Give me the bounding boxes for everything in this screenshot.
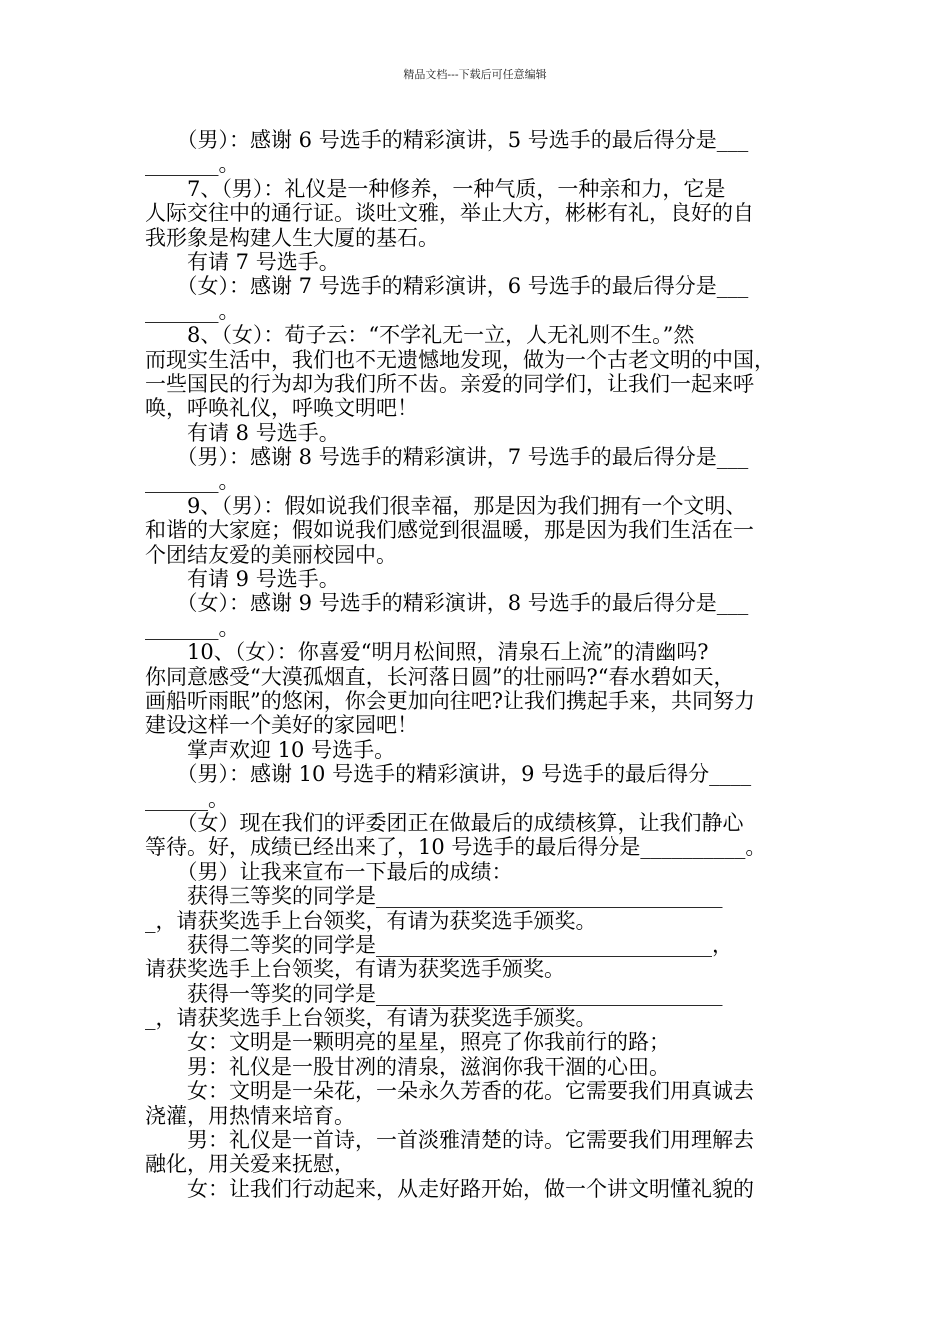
page-header: 精品文档---下载后可任意编辑 xyxy=(403,68,547,81)
text-line: 获得二等奖的同学是________________________________， xyxy=(145,932,733,957)
text-line: 女：文明是一颗明亮的星星，照亮了你我前行的路； xyxy=(145,1030,670,1055)
text-line: 画船听雨眠”的悠闲，你会更加向往吧?让我们携起手来，共同努力 xyxy=(145,688,755,713)
text-line: 有请 9 号选手。 xyxy=(145,567,340,592)
text-line: 8、（女）：荀子云：“不学礼无一立，人无礼则不生。”然 xyxy=(145,323,695,348)
text-line: 女：让我们行动起来，从走好路开始，做一个讲文明懂礼貌的 xyxy=(145,1176,754,1201)
text-line: 浇灌，用热情来培育。 xyxy=(145,1103,355,1128)
text-line: 而现实生活中，我们也不无遗憾地发现，做为一个古老文明的中国， xyxy=(145,347,775,372)
text-line: （女）：感谢 9 号选手的精彩演讲，8 号选手的最后得分是___ xyxy=(145,591,749,616)
text-line: 7、（男）：礼仪是一种修养，一种气质，一种亲和力，它是 xyxy=(145,176,726,201)
text-line: 男：礼仪是一首诗，一首淡雅清楚的诗。它需要我们用理解去 xyxy=(145,1128,754,1153)
text-line: 女：文明是一朵花，一朵永久芳香的花。它需要我们用真诚去 xyxy=(145,1079,754,1104)
text-line: 有请 8 号选手。 xyxy=(145,420,340,445)
text-line: 建设这样一个美好的家园吧！ xyxy=(145,713,418,738)
text-line: 和谐的大家庭；假如说我们感觉到很温暖，那是因为我们生活在一 xyxy=(145,518,754,543)
document-body xyxy=(145,128,825,1201)
text-line: 唤，呼唤礼仪，呼唤文明吧！ xyxy=(145,396,418,421)
text-line: 融化，用关爱来抚慰， xyxy=(145,1152,355,1177)
text-line: 男：礼仪是一股甘冽的清泉，滋润你我干涸的心田。 xyxy=(145,1054,670,1079)
text-line: 获得一等奖的同学是_________________________________ xyxy=(145,981,723,1006)
text-line: ______。 xyxy=(145,786,229,811)
text-line: 有请 7 号选手。 xyxy=(145,249,340,274)
text-line: _______。 xyxy=(145,152,240,177)
text-line: （女）：感谢 7 号选手的精彩演讲，6 号选手的最后得分是___ xyxy=(145,274,749,299)
text-line: 我形象是构建人生大厦的基石。 xyxy=(145,225,439,250)
text-line: 人际交往中的通行证。谈吐文雅，举止大方，彬彬有礼，良好的自 xyxy=(145,201,754,226)
text-line: （女）现在我们的评委团正在做最后的成绩核算，让我们静心 xyxy=(145,810,744,835)
text-line: 掌声欢迎 10 号选手。 xyxy=(145,737,396,762)
text-line: （男）让我来宣布一下最后的成绩： xyxy=(145,859,513,884)
text-line: _，请获奖选手上台领奖，有请为获奖选手颁奖。 xyxy=(145,1006,597,1031)
text-line: 等待。好，成绩已经出来了，10 号选手的最后得分是__________。 xyxy=(145,835,767,860)
text-line: 你同意感受“大漠孤烟直，长河落日圆”的壮丽吗?“春水碧如天， xyxy=(145,664,735,689)
text-line: （男）：感谢 6 号选手的精彩演讲，5 号选手的最后得分是___ xyxy=(145,128,749,152)
text-line: 请获奖选手上台领奖，有请为获奖选手颁奖。 xyxy=(145,957,565,982)
text-line: 获得三等奖的同学是_________________________________ xyxy=(145,884,723,909)
text-line: _______。 xyxy=(145,469,240,494)
text-line: _______。 xyxy=(145,615,240,640)
text-line: （男）：感谢 8 号选手的精彩演讲，7 号选手的最后得分是___ xyxy=(145,445,749,470)
text-line: _，请获奖选手上台领奖，有请为获奖选手颁奖。 xyxy=(145,908,597,933)
text-line: 个团结友爱的美丽校园中。 xyxy=(145,542,397,567)
text-line: 一些国民的行为却为我们所不齿。亲爱的同学们，让我们一起来呼 xyxy=(145,371,754,396)
text-line: 10、（女）：你喜爱“明月松间照，清泉石上流”的清幽吗? xyxy=(145,640,709,665)
text-line: （男）：感谢 10 号选手的精彩演讲，9 号选手的最后得分____ xyxy=(145,762,752,787)
text-line: _______。 xyxy=(145,298,240,323)
text-line: 9、（男）：假如说我们很幸福，那是因为我们拥有一个文明、 xyxy=(145,493,747,518)
